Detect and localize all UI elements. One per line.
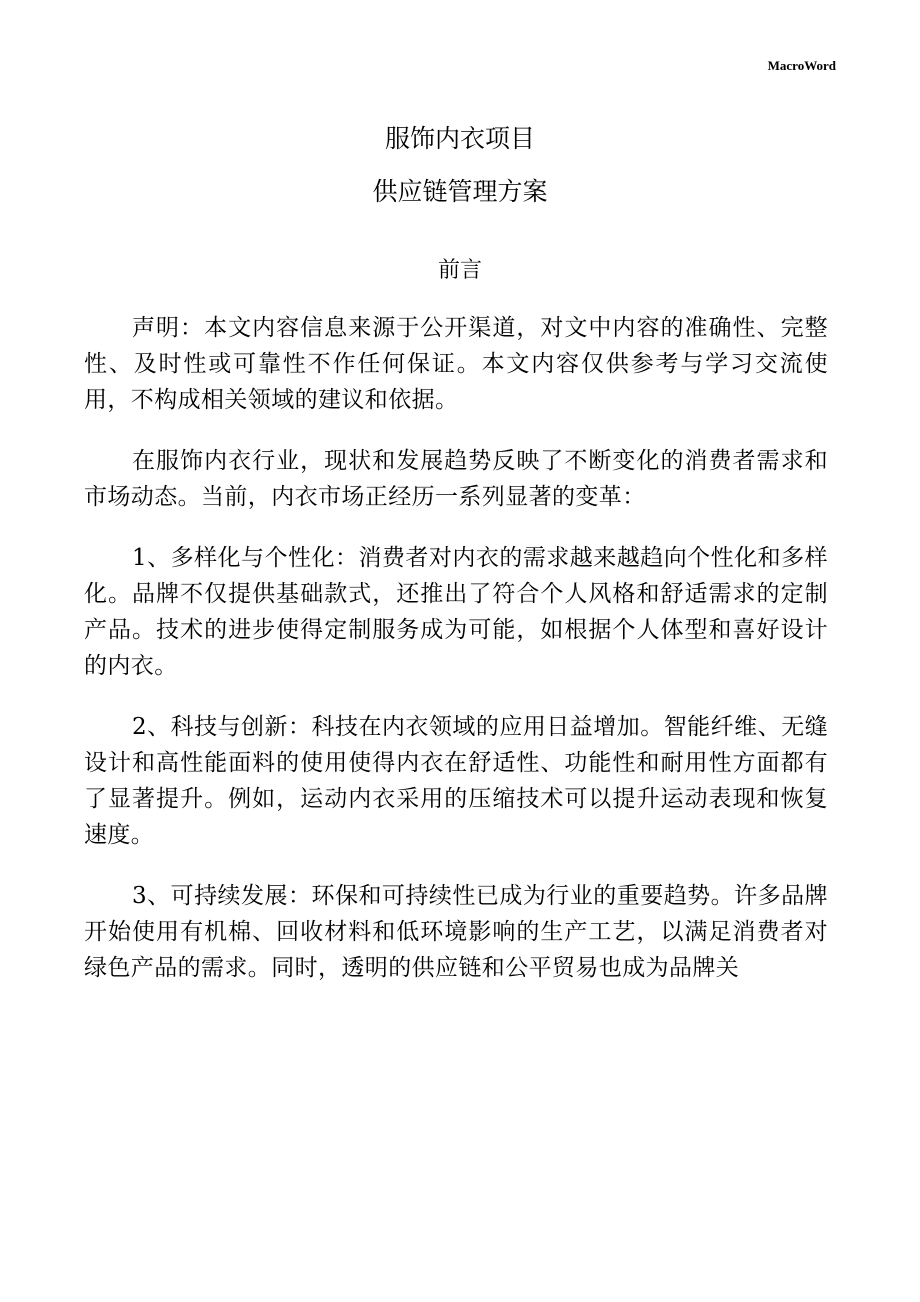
paragraph-diversification: 1、多样化与个性化：消费者对内衣的需求越来越趋向个性化和多样化。品牌不仅提供基础款式，还推出了符合个人风格和舒适需求的定制产品。技术的进步使得定制服务成为可能，如根据个人体型和喜好设计的内衣。 (84, 545, 828, 679)
preface-body (84, 310, 828, 1011)
paragraph-sustainability: 3、可持续发展：环保和可持续性已成为行业的重要趋势。许多品牌开始使用有机棉、回收材料和低环境影响的生产工艺，以满足消费者对绿色产品的需求。同时，透明的供应链和公平贸易也成为品牌关 (84, 883, 828, 981)
header-brand: MacroWord (767, 58, 836, 73)
document-title-line-1: 服饰内衣项目 (384, 124, 535, 153)
paragraph-technology: 2、科技与创新：科技在内衣领域的应用日益增加。智能纤维、无缝设计和高性能面料的使用使得内衣在舒适性、功能性和耐用性方面都有了显著提升。例如，运动内衣采用的压缩技术可以提升运动表现和恢复速度。 (84, 714, 828, 848)
paragraph-disclaimer: 声明：本文内容信息来源于公开渠道，对文中内容的准确性、完整性、及时性或可靠性不作任何保证。本文内容仅供参考与学习交流使用，不构成相关领域的建议和依据。 (84, 315, 828, 413)
preface-heading: 前言 (437, 258, 482, 283)
document-title-line-2: 供应链管理方案 (372, 177, 548, 206)
paragraph-intro: 在服饰内衣行业，现状和发展趋势反映了不断变化的消费者需求和市场动态。当前，内衣市场正经历一系列显著的变革： (84, 448, 828, 510)
